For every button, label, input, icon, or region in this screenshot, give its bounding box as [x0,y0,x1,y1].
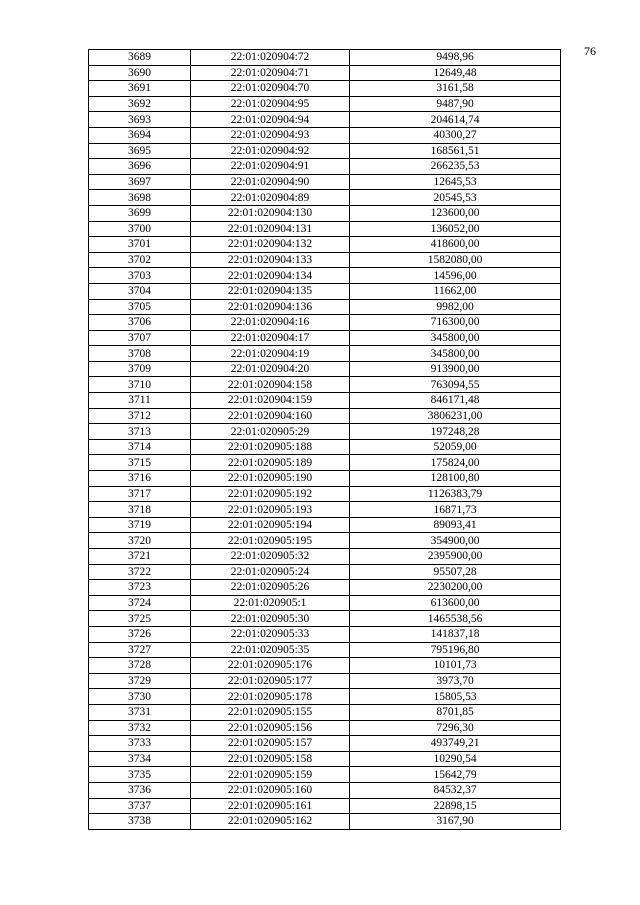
table-row [89,315,561,331]
table-row [89,704,561,720]
cadastral-value-cell: 15642,79 [350,767,561,783]
cadastral-value-cell: 11662,00 [350,283,561,299]
cadastral-value-cell: 354900,00 [350,533,561,549]
table-row [89,268,561,284]
row-number-cell: 3728 [89,658,191,674]
table-row [89,642,561,658]
row-number-cell: 3711 [89,393,191,409]
table-row [89,580,561,596]
table-row [89,174,561,190]
cadastral-number-cell: 22:01:020904:16 [191,315,350,331]
table-row [89,112,561,128]
cadastral-value-cell: 10101,73 [350,658,561,674]
cadastral-number-cell: 22:01:020905:26 [191,580,350,596]
cadastral-value-cell: 3806231,00 [350,408,561,424]
cadastral-number-cell: 22:01:020905:177 [191,673,350,689]
table-row [89,626,561,642]
cadastral-number-cell: 22:01:020904:91 [191,159,350,175]
cadastral-value-cell: 418600,00 [350,237,561,253]
table-row [89,221,561,237]
cadastral-number-cell: 22:01:020904:17 [191,330,350,346]
cadastral-value-cell: 716300,00 [350,315,561,331]
row-number-cell: 3694 [89,127,191,143]
table-row [89,767,561,783]
cadastral-number-cell: 22:01:020904:136 [191,299,350,315]
cadastral-value-cell: 2230200,00 [350,580,561,596]
cadastral-number-cell: 22:01:020905:192 [191,486,350,502]
cadastral-value-cell: 913900,00 [350,361,561,377]
cadastral-number-cell: 22:01:020905:188 [191,439,350,455]
cadastral-number-cell: 22:01:020904:132 [191,237,350,253]
table-row [89,50,561,66]
row-number-cell: 3695 [89,143,191,159]
row-number-cell: 3705 [89,299,191,315]
cadastral-number-cell: 22:01:020904:160 [191,408,350,424]
table-row [89,595,561,611]
table-row [89,283,561,299]
row-number-cell: 3733 [89,736,191,752]
row-number-cell: 3725 [89,611,191,627]
row-number-cell: 3702 [89,252,191,268]
row-number-cell: 3726 [89,626,191,642]
cadastral-number-cell: 22:01:020905:193 [191,502,350,518]
row-number-cell: 3731 [89,704,191,720]
table-row [89,159,561,175]
row-number-cell: 3737 [89,798,191,814]
cadastral-value-cell: 613600,00 [350,595,561,611]
cadastral-number-cell: 22:01:020904:93 [191,127,350,143]
table-row [89,720,561,736]
table-row [89,346,561,362]
page-number: 76 [584,44,596,58]
cadastral-value-cell: 15805,53 [350,689,561,705]
cadastral-number-cell: 22:01:020905:176 [191,658,350,674]
row-number-cell: 3708 [89,346,191,362]
cadastral-value-cell: 9982,00 [350,299,561,315]
table-row [89,393,561,409]
table-row [89,252,561,268]
cadastral-value-cell: 3161,58 [350,81,561,97]
cadastral-value-cell: 12649,48 [350,65,561,81]
cadastral-value-cell: 1582080,00 [350,252,561,268]
table-row [89,205,561,221]
row-number-cell: 3706 [89,315,191,331]
cadastral-value-cell: 3167,90 [350,814,561,830]
row-number-cell: 3722 [89,564,191,580]
row-number-cell: 3715 [89,455,191,471]
cadastral-value-cell: 84532,37 [350,782,561,798]
table-row [89,455,561,471]
cadastral-number-cell: 22:01:020905:190 [191,471,350,487]
cadastral-value-cell: 16871,73 [350,502,561,518]
cadastral-number-cell: 22:01:020905:33 [191,626,350,642]
row-number-cell: 3724 [89,595,191,611]
cadastral-number-cell: 22:01:020904:72 [191,50,350,66]
row-number-cell: 3736 [89,782,191,798]
cadastral-value-cell: 9487,90 [350,96,561,112]
table-row [89,814,561,830]
cadastral-number-cell: 22:01:020905:35 [191,642,350,658]
row-number-cell: 3732 [89,720,191,736]
table-row [89,330,561,346]
cadastral-number-cell: 22:01:020904:159 [191,393,350,409]
table-row [89,424,561,440]
row-number-cell: 3730 [89,689,191,705]
cadastral-value-cell: 763094,55 [350,377,561,393]
table-row [89,127,561,143]
cadastral-value-cell: 175824,00 [350,455,561,471]
cadastral-value-cell: 197248,28 [350,424,561,440]
row-number-cell: 3719 [89,517,191,533]
cadastral-value-cell: 3973,70 [350,673,561,689]
row-number-cell: 3716 [89,471,191,487]
row-number-cell: 3697 [89,174,191,190]
cadastral-number-cell: 22:01:020904:19 [191,346,350,362]
cadastral-number-cell: 22:01:020904:130 [191,205,350,221]
table-row [89,611,561,627]
cadastral-number-cell: 22:01:020905:160 [191,782,350,798]
cadastral-value-cell: 141837,18 [350,626,561,642]
row-number-cell: 3717 [89,486,191,502]
row-number-cell: 3712 [89,408,191,424]
row-number-cell: 3720 [89,533,191,549]
cadastral-number-cell: 22:01:020904:94 [191,112,350,128]
row-number-cell: 3709 [89,361,191,377]
cadastral-number-cell: 22:01:020904:133 [191,252,350,268]
row-number-cell: 3703 [89,268,191,284]
row-number-cell: 3723 [89,580,191,596]
table-row [89,65,561,81]
row-number-cell: 3698 [89,190,191,206]
cadastral-value-cell: 9498,96 [350,50,561,66]
cadastral-number-cell: 22:01:020905:162 [191,814,350,830]
row-number-cell: 3699 [89,205,191,221]
cadastral-value-cell: 266235,53 [350,159,561,175]
row-number-cell: 3727 [89,642,191,658]
row-number-cell: 3689 [89,50,191,66]
table-row [89,564,561,580]
table-row [89,782,561,798]
row-number-cell: 3691 [89,81,191,97]
cadastral-number-cell: 22:01:020905:161 [191,798,350,814]
row-number-cell: 3735 [89,767,191,783]
cadastral-number-cell: 22:01:020904:134 [191,268,350,284]
row-number-cell: 3721 [89,549,191,565]
cadastral-number-cell: 22:01:020904:135 [191,283,350,299]
table-row [89,237,561,253]
cadastral-value-cell: 40300,27 [350,127,561,143]
table-row [89,361,561,377]
cadastral-number-cell: 22:01:020904:131 [191,221,350,237]
row-number-cell: 3710 [89,377,191,393]
cadastral-value-cell: 95507,28 [350,564,561,580]
cadastral-number-cell: 22:01:020905:1 [191,595,350,611]
table-row [89,81,561,97]
cadastral-value-cell: 1126383,79 [350,486,561,502]
table-row [89,502,561,518]
row-number-cell: 3729 [89,673,191,689]
row-number-cell: 3713 [89,424,191,440]
cadastral-value-cell: 7296,30 [350,720,561,736]
table-row [89,549,561,565]
cadastral-value-cell: 345800,00 [350,346,561,362]
cadastral-number-cell: 22:01:020905:155 [191,704,350,720]
cadastral-number-cell: 22:01:020905:29 [191,424,350,440]
table-body [89,50,561,830]
cadastral-number-cell: 22:01:020904:95 [191,96,350,112]
cadastral-value-cell: 52059,00 [350,439,561,455]
cadastral-number-cell: 22:01:020904:89 [191,190,350,206]
cadastral-value-cell: 493749,21 [350,736,561,752]
table-row [89,658,561,674]
cadastral-value-cell: 846171,48 [350,393,561,409]
table-row [89,377,561,393]
table-row [89,751,561,767]
row-number-cell: 3704 [89,283,191,299]
row-number-cell: 3734 [89,751,191,767]
cadastral-value-cell: 1465538,56 [350,611,561,627]
table-row [89,299,561,315]
table-row [89,533,561,549]
table-row [89,736,561,752]
cadastral-value-cell: 168561,51 [350,143,561,159]
cadastral-number-cell: 22:01:020905:158 [191,751,350,767]
row-number-cell: 3714 [89,439,191,455]
table-row [89,96,561,112]
row-number-cell: 3693 [89,112,191,128]
table-row [89,471,561,487]
cadastral-number-cell: 22:01:020905:156 [191,720,350,736]
cadastral-value-cell: 128100,80 [350,471,561,487]
table-row [89,798,561,814]
table-row [89,143,561,159]
row-number-cell: 3692 [89,96,191,112]
cadastral-value-cell: 14596,00 [350,268,561,284]
table-row [89,486,561,502]
cadastral-value-table [88,49,561,830]
cadastral-number-cell: 22:01:020905:159 [191,767,350,783]
row-number-cell: 3690 [89,65,191,81]
row-number-cell: 3700 [89,221,191,237]
cadastral-number-cell: 22:01:020905:178 [191,689,350,705]
cadastral-value-cell: 795196,80 [350,642,561,658]
cadastral-number-cell: 22:01:020905:157 [191,736,350,752]
row-number-cell: 3738 [89,814,191,830]
cadastral-number-cell: 22:01:020905:32 [191,549,350,565]
table-row [89,517,561,533]
row-number-cell: 3696 [89,159,191,175]
cadastral-number-cell: 22:01:020904:92 [191,143,350,159]
table-row [89,408,561,424]
cadastral-number-cell: 22:01:020905:189 [191,455,350,471]
cadastral-number-cell: 22:01:020905:195 [191,533,350,549]
cadastral-value-cell: 8701,85 [350,704,561,720]
cadastral-number-cell: 22:01:020904:70 [191,81,350,97]
table-row [89,689,561,705]
row-number-cell: 3718 [89,502,191,518]
cadastral-value-cell: 136052,00 [350,221,561,237]
cadastral-number-cell: 22:01:020904:90 [191,174,350,190]
cadastral-value-cell: 12645,53 [350,174,561,190]
cadastral-value-cell: 345800,00 [350,330,561,346]
cadastral-number-cell: 22:01:020904:71 [191,65,350,81]
table-row [89,439,561,455]
cadastral-number-cell: 22:01:020905:30 [191,611,350,627]
cadastral-value-cell: 22898,15 [350,798,561,814]
cadastral-value-cell: 10290,54 [350,751,561,767]
row-number-cell: 3701 [89,237,191,253]
cadastral-value-cell: 123600,00 [350,205,561,221]
cadastral-number-cell: 22:01:020905:194 [191,517,350,533]
cadastral-value-cell: 204614,74 [350,112,561,128]
cadastral-number-cell: 22:01:020904:20 [191,361,350,377]
cadastral-number-cell: 22:01:020904:158 [191,377,350,393]
table-row [89,190,561,206]
cadastral-value-cell: 89093,41 [350,517,561,533]
cadastral-value-cell: 2395900,00 [350,549,561,565]
cadastral-value-cell: 20545,53 [350,190,561,206]
row-number-cell: 3707 [89,330,191,346]
table-row [89,673,561,689]
cadastral-number-cell: 22:01:020905:24 [191,564,350,580]
